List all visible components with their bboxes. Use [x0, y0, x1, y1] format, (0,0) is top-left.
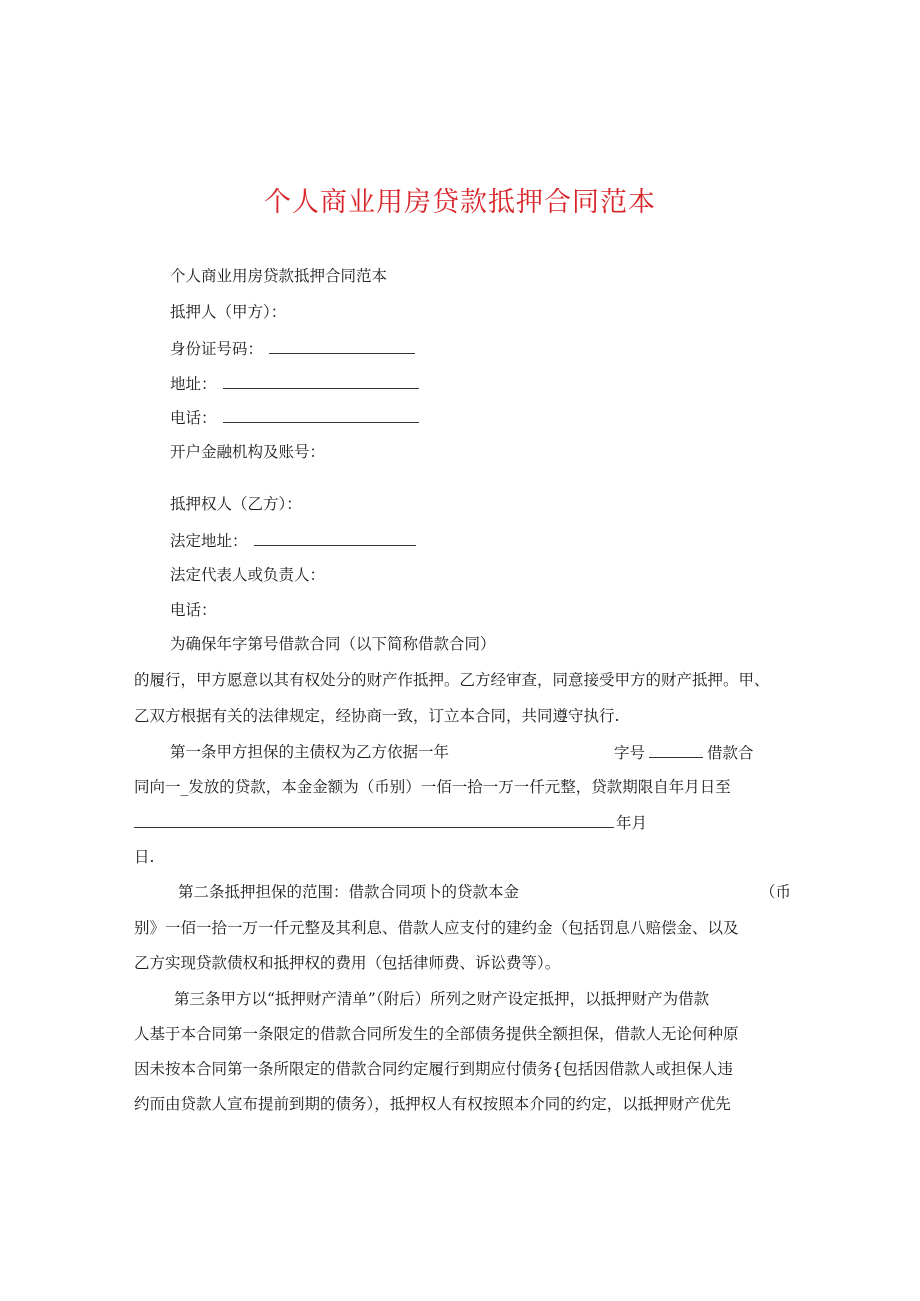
bank-account-label: 开户金融机构及账号： [170, 443, 326, 461]
preamble-line-3: 乙双方根据有关的法律规定，经协商一致，订立本合同，共同遵守执行. [134, 707, 620, 725]
subtitle: 个人商业用房贷款抵押合同范本 [170, 267, 388, 285]
phone-blank [223, 407, 419, 423]
document-title: 个人商业用房贷款抵押合同范本 [264, 187, 656, 218]
id-number-line [170, 338, 415, 359]
article2-line-3: 乙方实现贷款债权和抵押权的费用（包括律师费、诉讼费等）。 [134, 954, 561, 972]
legal-address-label: 法定地址： [170, 532, 248, 550]
address-blank [223, 373, 419, 389]
article2-line-2: 别》一佰一拾一万一仟元整及其利息、借款人应支付的建约金（包括罚息八赔偿金、以及 [134, 919, 739, 937]
article1-line-3-wrap [134, 812, 647, 833]
address-label: 地址： [170, 375, 217, 393]
phone-label: 电话： [170, 409, 217, 427]
article1-line-3: 年月 [616, 814, 648, 832]
id-number-label: 身份证号码： [170, 340, 264, 358]
article1-line-4: 日. [134, 848, 155, 866]
preamble-line-2: 的履行，甲方愿意以其有权处分的财产作抵押。乙方经审查，同意接受甲方的财产抵押。甲、 [134, 671, 770, 689]
article1-line-1b-wrap [614, 742, 754, 763]
mortgagee-phone-label: 电话： [170, 601, 217, 619]
phone-line [170, 407, 419, 428]
address-line [170, 373, 419, 394]
legal-address-blank [254, 530, 416, 546]
article1-line-1c: 借款合 [707, 744, 754, 762]
article1-blank-1 [649, 742, 703, 758]
article3-line-4: 约而由贷款人宣布提前到期的债务），抵押权人有权按照本介同的约定，以抵押财产优先 [134, 1095, 731, 1113]
mortgagee-label: 抵押权人（乙方）： [170, 495, 302, 513]
article2-line-1b: （币 [760, 883, 792, 901]
legal-address-line [170, 530, 416, 551]
id-number-blank [269, 338, 415, 354]
article1-line-1a: 第一条甲方担保的主债权为乙方依据一年 [170, 743, 450, 761]
legal-rep-label: 法定代表人或负责人： [170, 566, 326, 584]
article3-line-1: 第三条甲方以“抵押财产清单”（附后）所列之财产设定抵押，以抵押财产为借款 [174, 990, 710, 1008]
mortgagor-label: 抵押人（甲方）： [170, 303, 287, 321]
article1-blank-2 [134, 812, 614, 828]
article2-line-1a: 第二条抵押担保的范围：借款合同项卜的贷款本金 [178, 883, 520, 901]
article1-line-1b: 字号 [614, 744, 646, 762]
article3-line-3: 因未按本合同第一条所限定的借款合同约定履行到期应付债务{包括因借款人或担保人违 [134, 1060, 733, 1078]
article3-line-2: 人基于本合同第一条限定的借款合同所发生的全部债务提供全额担保，借款人无论何种原 [134, 1025, 739, 1043]
article1-line-2: 同向一_发放的贷款，本金金额为（币别）一佰一拾一万一仟元整，贷款期限自年月日至 [134, 778, 731, 796]
preamble-line-1: 为确保年字第号借款合同（以下简称借款合同） [170, 635, 496, 653]
